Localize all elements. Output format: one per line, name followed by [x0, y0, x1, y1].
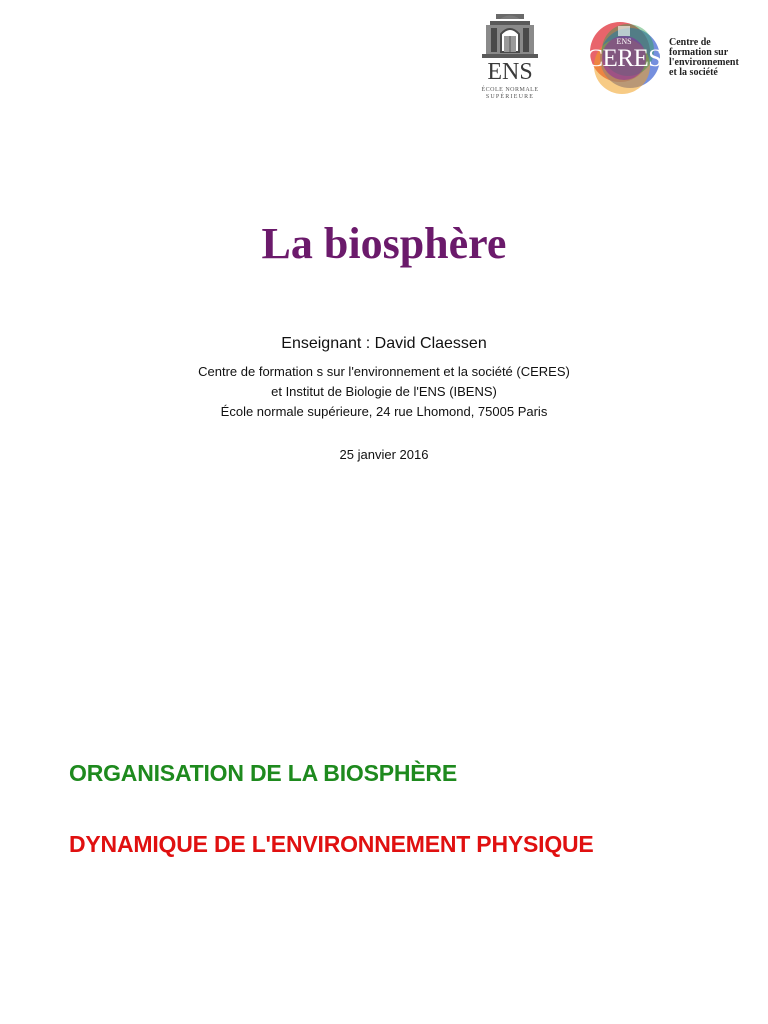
affiliation-line-2: et Institut de Biologie de l'ENS (IBENS) [271, 384, 497, 399]
ceres-caption-line: formation sur [669, 47, 729, 58]
ens-wordmark: ENS [487, 59, 533, 85]
ens-building-icon [480, 12, 540, 58]
affiliation-address: École normale supérieure, 24 rue Lhomond, 75005 Paris [220, 404, 548, 419]
document-title: La biosphère [261, 219, 507, 268]
ceres-caption-line: Centre de [669, 37, 711, 48]
section-heading-dynamique: DYNAMIQUE DE L'ENVIRONNEMENT PHYSIQUE [69, 831, 594, 857]
ceres-top-mark: ENS [616, 37, 632, 46]
affiliation-line-1: Centre de formation s sur l'environnement et la société (CERES) [198, 364, 570, 379]
ens-subline-1: ÉCOLE NORMALE [481, 87, 539, 93]
document-date: 25 janvier 2016 [339, 447, 429, 462]
ceres-logo [582, 16, 666, 100]
ens-logo [480, 12, 540, 100]
ceres-caption-line: l'environnement [669, 57, 739, 68]
ens-subline-2: SUPÉRIEURE [485, 94, 535, 100]
ceres-caption [669, 38, 761, 78]
section-heading-organisation: ORGANISATION DE LA BIOSPHÈRE [69, 760, 457, 786]
ceres-caption-line: et la société [669, 67, 718, 78]
teacher-name: Enseignant : David Claessen [281, 335, 487, 352]
ceres-wordmark: CERES [586, 45, 662, 72]
